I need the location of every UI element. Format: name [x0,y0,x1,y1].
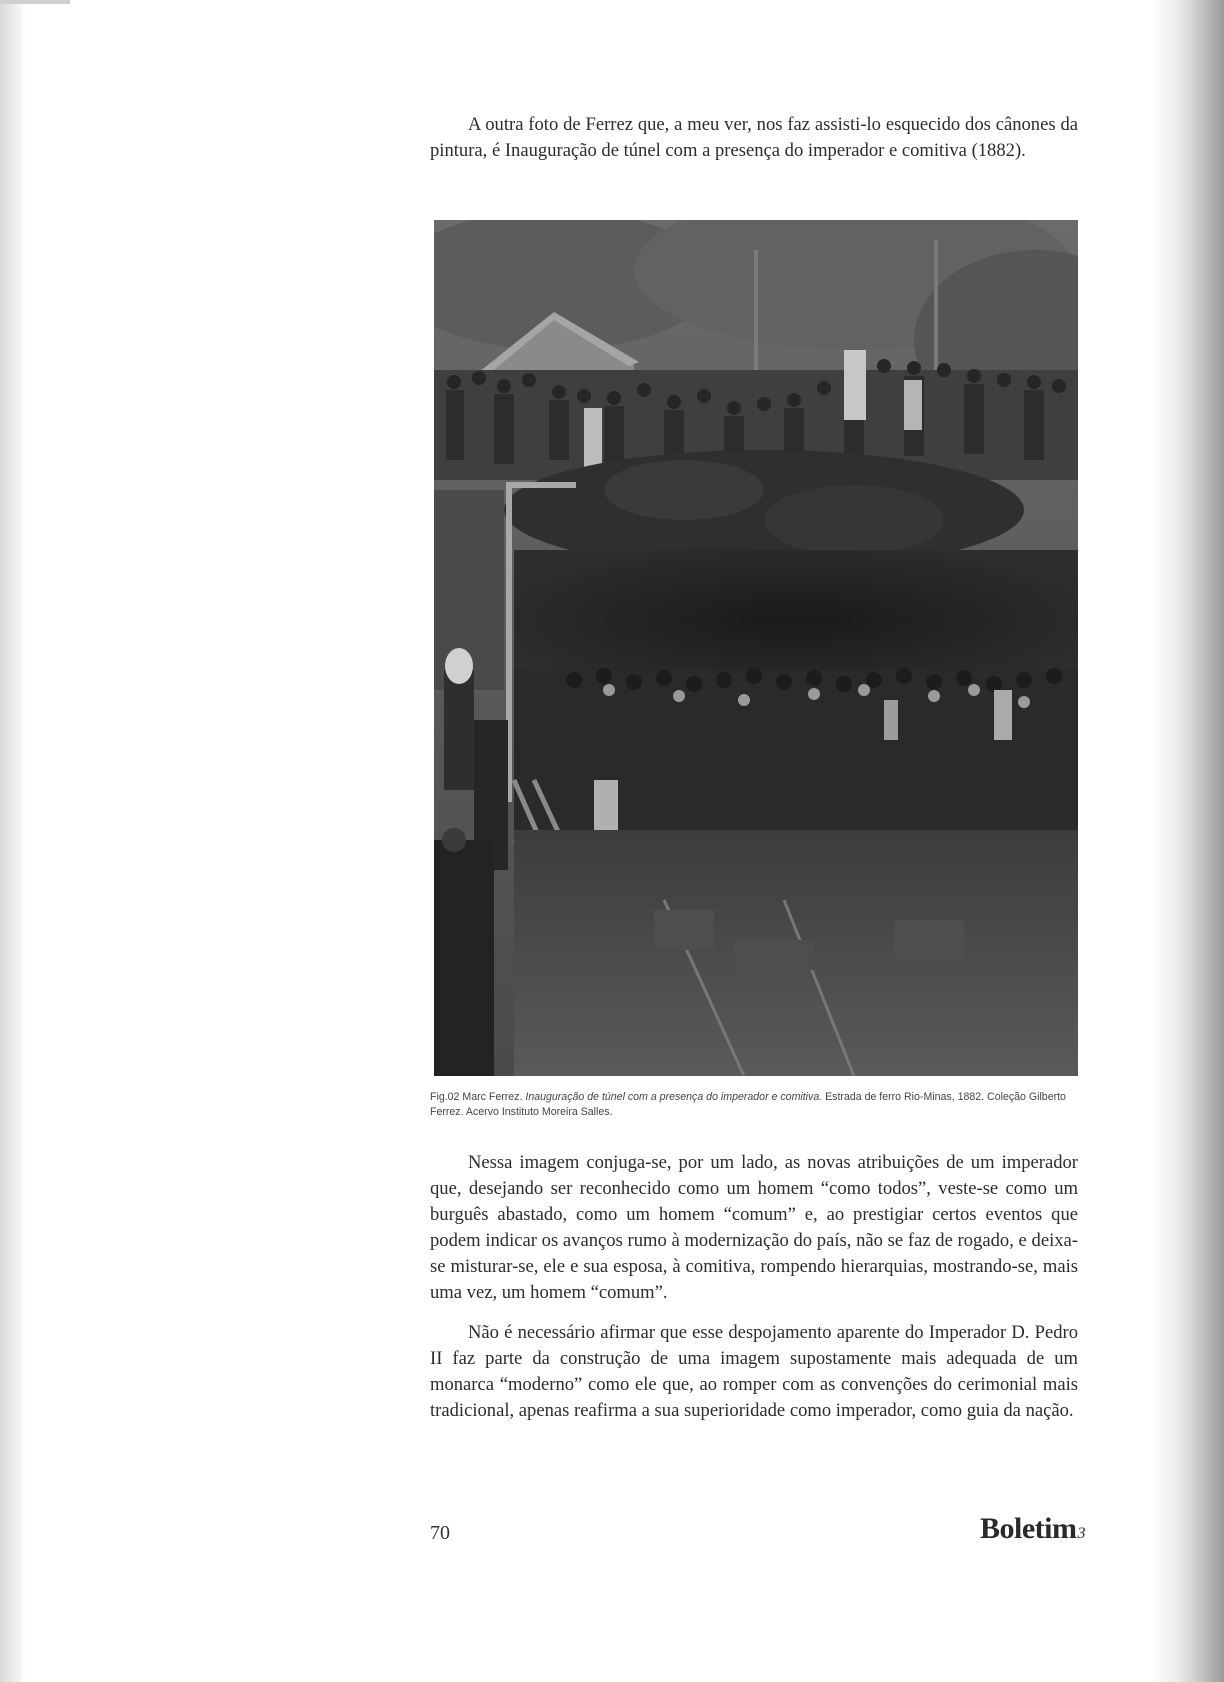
caption-title: Inauguração de túnel com a presença do imperador e comitiva. [525,1091,823,1103]
caption-suffix: Estrada de ferro Rio-Minas, 1882. Coleção Gilberto Ferrez. Acervo Instituto Moreira Salles. [430,1091,1066,1118]
third-paragraph: Não é necessário afirmar que esse despojamento aparente do Imperador D. Pedro II faz parte da construção de uma imagem supostamente mais adequada de um monarca “moderno” como ele que, ao romper com as convenções do cerimonial mais tradicional, apenas reafirma a sua superioridade como imperador, como guia da nação. [430,1322,1078,1421]
figure-caption [430,1090,1080,1120]
historic-photograph [434,220,1078,1076]
second-paragraph: Nessa imagem conjuga-se, por um lado, as novas atribuições de um imperador que, desejando ser reconhecido como um homem “como todos”, veste-se como um burguês abastado, como um homem “comum” e, ao prestigiar certos eventos que podem indicar os avanços rumo à modernização do país, não se faz de rogado, e deixa-se misturar-se, ele e sua esposa, à comitiva, rompendo hierarquias, mostrando-se, mais uma vez, um homem “comum”. [430,1152,1078,1303]
page-gutter-shadow [0,0,22,1682]
caption-prefix: Fig.02 Marc Ferrez. [430,1091,526,1103]
logo-number: 3 [1077,1525,1085,1542]
page-scuff-mark [0,0,70,4]
boletim-logo [980,1512,1085,1546]
page-number: 70 [430,1522,450,1544]
logo-text: Boletim [980,1512,1077,1545]
intro-paragraph: A outra foto de Ferrez que, a meu ver, nos faz assisti-lo esquecido dos cânones da pintura, é Inauguração de túnel com a presença do imperador e comitiva (1882). [430,114,1078,161]
